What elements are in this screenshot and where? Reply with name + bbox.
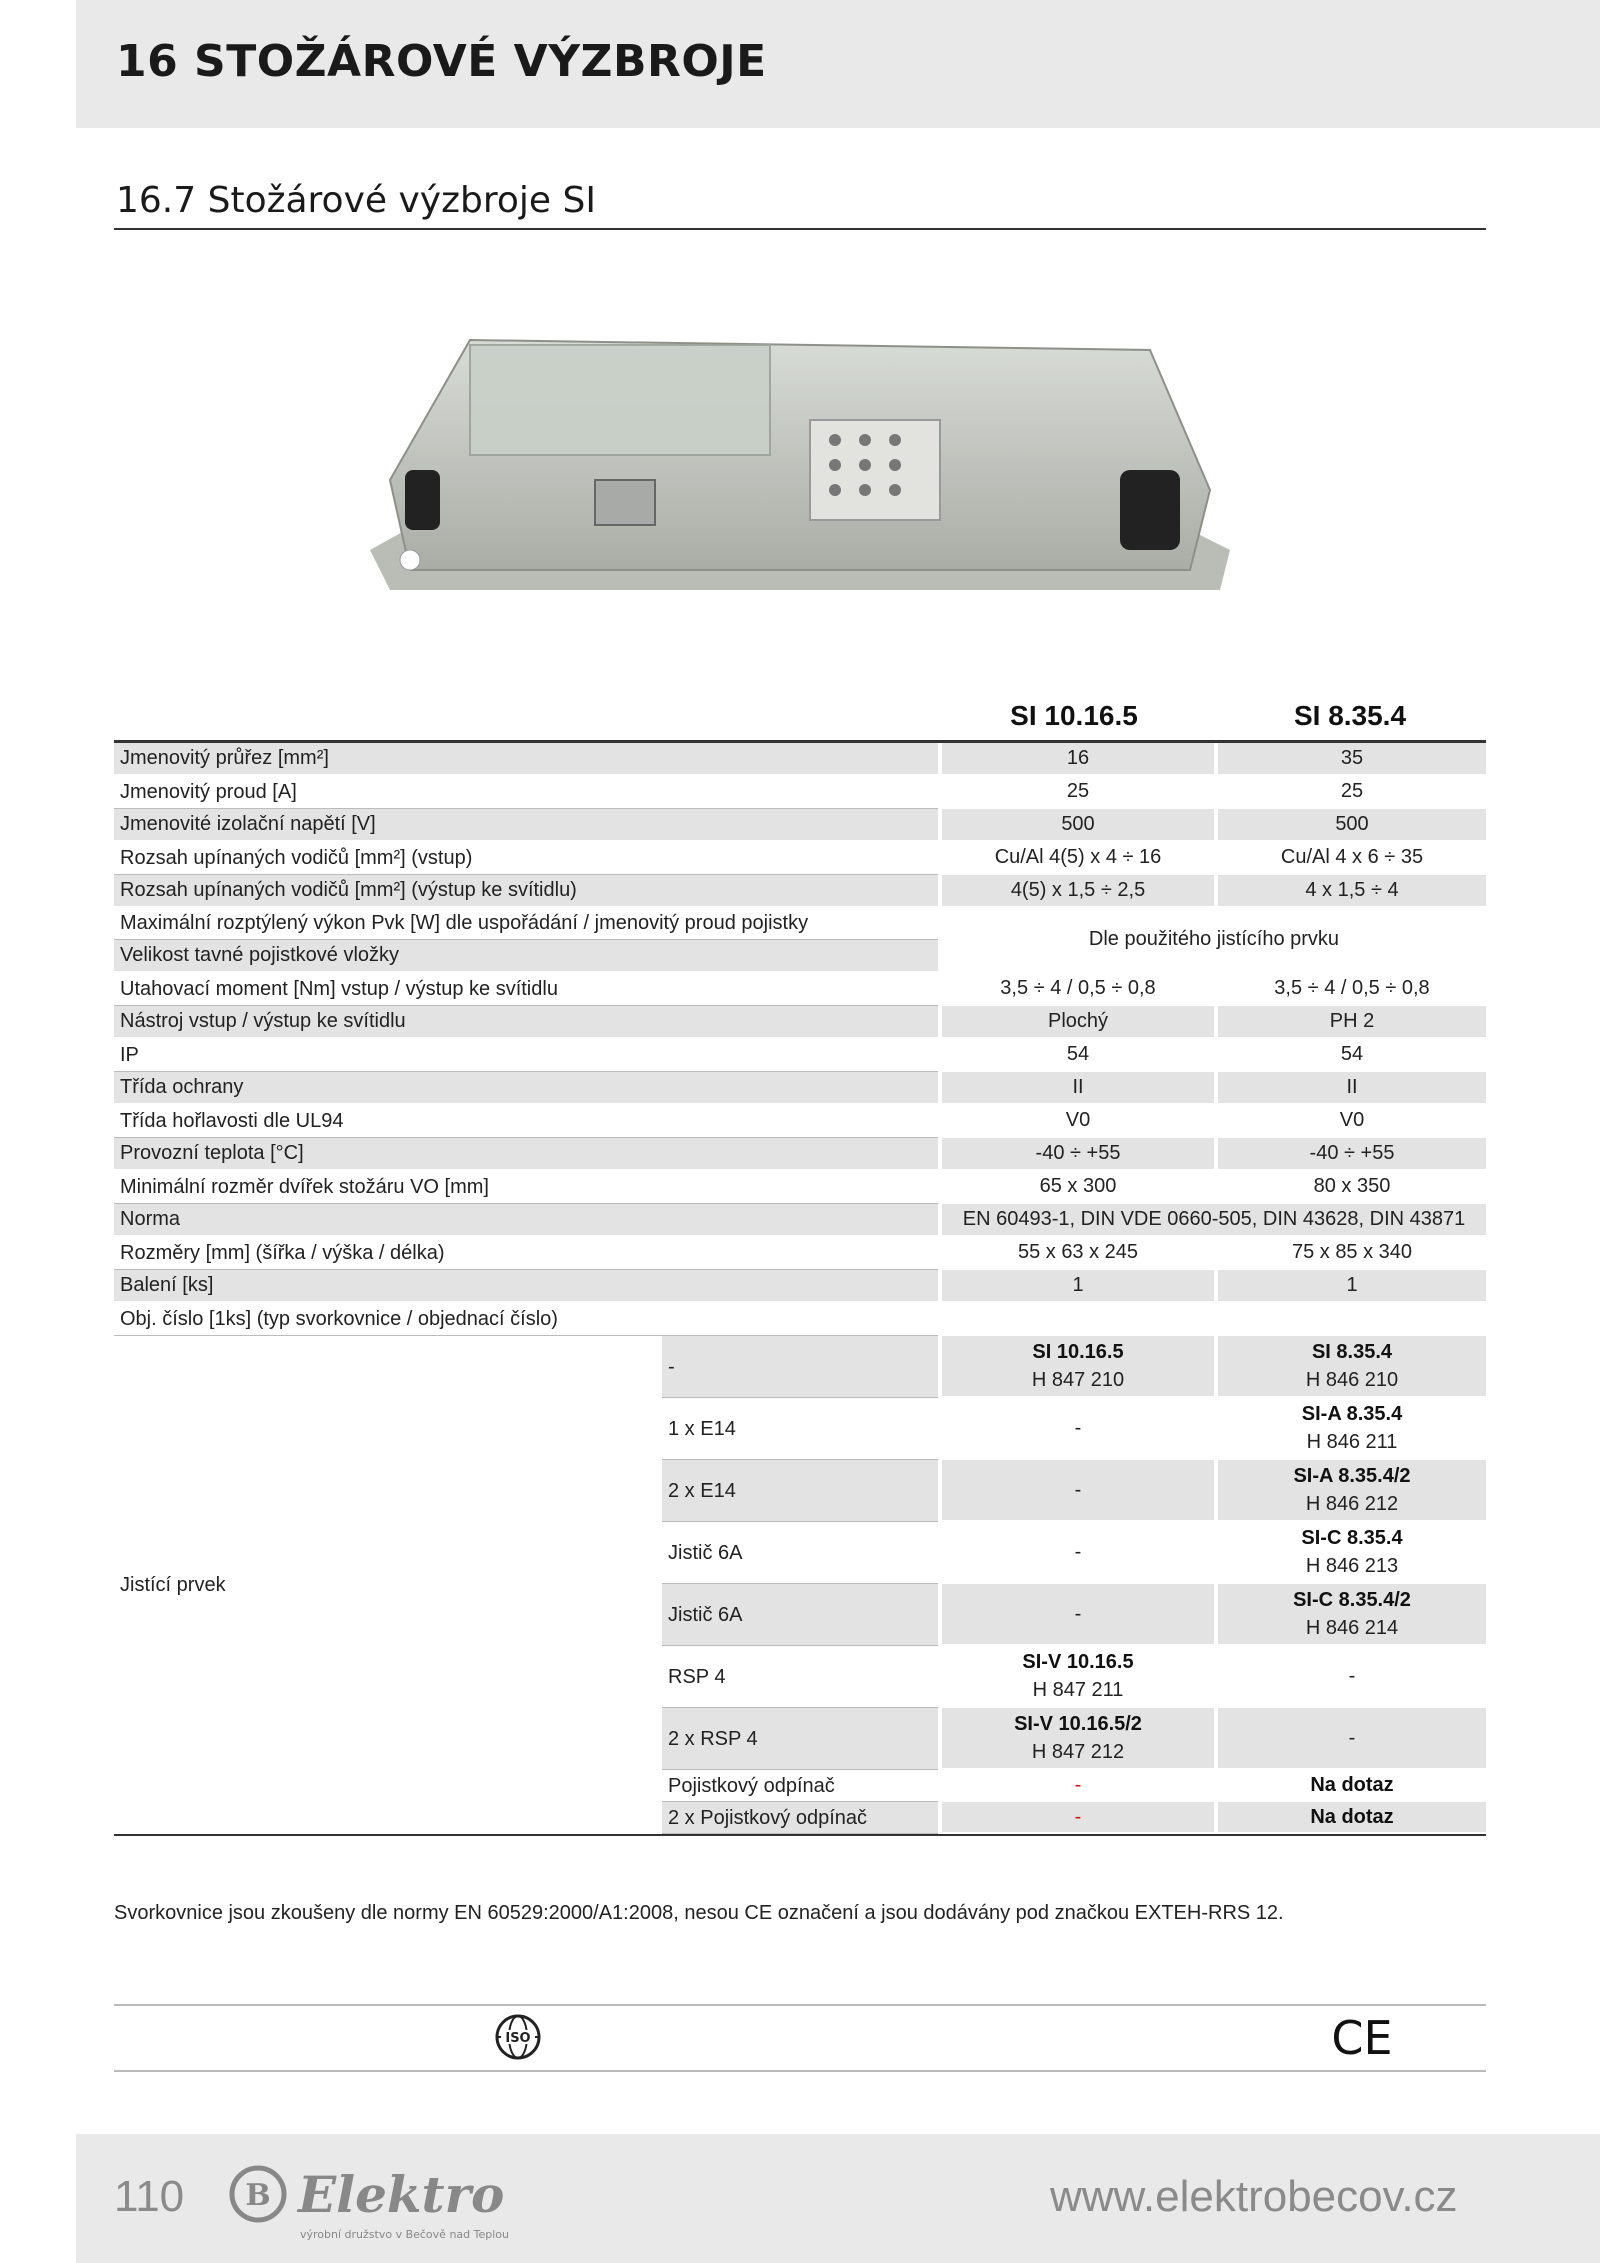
table-row (114, 743, 1486, 776)
spec-label: Rozměry [mm] (šířka / výška / délka) (114, 1237, 938, 1270)
spec-label: IP (114, 1039, 938, 1072)
spec-value: 65 x 300 (938, 1171, 1214, 1204)
order-cell: - (938, 1770, 1214, 1802)
spec-label: Provozní teplota [°C] (114, 1138, 938, 1171)
website-link[interactable]: www.elektrobecov.cz (1050, 2172, 1458, 2221)
order-kind: 2 x Pojistkový odpínač (662, 1802, 938, 1834)
footnote: Svorkovnice jsou zkoušeny dle normy EN 60529:2000/A1:2008, nesou CE označení a jsou dodávány pod značkou EXTEH-RRS 12. (114, 1902, 1284, 1924)
table-row (114, 1171, 1486, 1204)
spec-value: II (938, 1072, 1214, 1105)
section-rule (114, 228, 1486, 230)
order-kind: Jistič 6A (662, 1522, 938, 1584)
order-code: H 847 211 (1032, 1679, 1124, 1701)
order-type: SI-C 8.35.4 (1301, 1527, 1403, 1549)
product-photo (350, 320, 1250, 620)
order-cell (938, 1708, 1214, 1770)
table-row (114, 1270, 1486, 1303)
spec-table (114, 743, 1486, 1336)
order-kind: RSP 4 (662, 1646, 938, 1708)
spec-label: Nástroj vstup / výstup ke svítidlu (114, 1006, 938, 1039)
spec-label: Třída ochrany (114, 1072, 938, 1105)
ce-text: CE (1331, 2012, 1393, 2062)
spec-label: Minimální rozměr dvířek stožáru VO [mm] (114, 1171, 938, 1204)
order-type: SI-V 10.16.5/2 (1014, 1713, 1142, 1735)
order-kind: 2 x E14 (662, 1460, 938, 1522)
spec-label: Obj. číslo [1ks] (typ svorkovnice / objednací číslo) (114, 1303, 938, 1336)
table-row (114, 1204, 1486, 1237)
table-row (114, 973, 1486, 1006)
spec-value: 25 (1214, 776, 1486, 809)
ordering-table (114, 1336, 1486, 1834)
spec-value: 3,5 ÷ 4 / 0,5 ÷ 0,8 (1214, 973, 1486, 1006)
spec-label: Velikost tavné pojistkové vložky (114, 940, 938, 973)
spec-value: Cu/Al 4(5) x 4 ÷ 16 (938, 842, 1214, 875)
order-availability: Na dotaz (1310, 1774, 1394, 1796)
spec-label: Jmenovité izolační napětí [V] (114, 809, 938, 842)
spec-value: II (1214, 1072, 1486, 1105)
spec-label: Třída hořlavosti dle UL94 (114, 1105, 938, 1138)
footer-rule-bottom (114, 2070, 1486, 2072)
table-row (114, 842, 1486, 875)
order-type: SI-A 8.35.4 (1301, 1403, 1403, 1425)
iso-logo-icon (494, 2013, 542, 2061)
table-row (114, 908, 1486, 940)
order-cell (938, 1336, 1214, 1398)
table-row (114, 809, 1486, 842)
spec-label: Balení [ks] (114, 1270, 938, 1303)
order-cell (1214, 1802, 1486, 1834)
spec-value: V0 (1214, 1105, 1486, 1138)
spec-value: -40 ÷ +55 (1214, 1138, 1486, 1171)
order-cell: - (938, 1802, 1214, 1834)
spec-label: Norma (114, 1204, 938, 1237)
model-name-1: SI 10.16.5 (1010, 700, 1138, 731)
spec-value-norma: EN 60493-1, DIN VDE 0660-505, DIN 43628, DIN 43871 (938, 1204, 1486, 1237)
order-cell: - (938, 1398, 1214, 1460)
spec-value: 35 (1214, 743, 1486, 776)
page-number: 110 (114, 2172, 185, 2221)
order-cell: - (938, 1584, 1214, 1646)
table-row (114, 1039, 1486, 1072)
order-code: H 847 212 (1031, 1741, 1125, 1763)
table-row (114, 1105, 1486, 1138)
order-cell (938, 1646, 1214, 1708)
table-row (114, 1138, 1486, 1171)
brand-name: Elektro (298, 2165, 505, 2224)
table-row (114, 1006, 1486, 1039)
order-kind: Pojistkový odpínač (662, 1770, 938, 1802)
order-cell: - (1214, 1646, 1486, 1708)
iso-text: ISO (505, 2031, 531, 2046)
table-row (114, 1072, 1486, 1105)
brand-logo (228, 2158, 548, 2246)
spec-value: V0 (938, 1105, 1214, 1138)
svg-text:B: B (245, 2178, 271, 2213)
spec-value-merged: Dle použitého jistícího prvku (938, 908, 1486, 973)
order-type: SI-C 8.35.4/2 (1293, 1589, 1411, 1611)
chapter-title: 16 STOŽÁROVÉ VÝZBROJE (116, 36, 767, 87)
spec-value: 54 (1214, 1039, 1486, 1072)
spec-label: Jmenovitý průřez [mm²] (114, 743, 938, 776)
order-code: H 846 212 (1305, 1493, 1399, 1515)
group-label: Jistící prvek (114, 1336, 662, 1834)
order-cell (1214, 1584, 1486, 1646)
spec-value: PH 2 (1214, 1006, 1486, 1039)
order-code: H 846 213 (1305, 1555, 1399, 1577)
spec-value: 80 x 350 (1214, 1171, 1486, 1204)
order-cell: - (938, 1460, 1214, 1522)
spec-value: Plochý (938, 1006, 1214, 1039)
spec-value: 75 x 85 x 340 (1214, 1237, 1486, 1270)
table-row (114, 776, 1486, 809)
spec-value: 500 (938, 809, 1214, 842)
spec-value (938, 1303, 1214, 1336)
order-kind: 2 x RSP 4 (662, 1708, 938, 1770)
spec-value: 1 (938, 1270, 1214, 1303)
table-row (114, 875, 1486, 908)
footer-rule-top (114, 2004, 1486, 2006)
spec-label: Maximální rozptýlený výkon Pvk [W] dle uspořádání / jmenovitý proud pojistky (114, 908, 938, 940)
spec-value: 55 x 63 x 245 (938, 1237, 1214, 1270)
spec-value: 4(5) x 1,5 ÷ 2,5 (938, 875, 1214, 908)
order-type: SI-A 8.35.4/2 (1293, 1465, 1411, 1487)
spec-value: 25 (938, 776, 1214, 809)
spec-value: Cu/Al 4 x 6 ÷ 35 (1214, 842, 1486, 875)
order-availability: Na dotaz (1310, 1806, 1394, 1828)
spec-label: Rozsah upínaných vodičů [mm²] (výstup ke svítidlu) (114, 875, 938, 908)
spec-value: -40 ÷ +55 (938, 1138, 1214, 1171)
order-code: H 846 211 (1306, 1431, 1398, 1453)
order-cell (1214, 1460, 1486, 1522)
model-header (114, 700, 1486, 740)
order-kind: - (662, 1336, 938, 1398)
order-cell (1214, 1336, 1486, 1398)
order-code: H 846 210 (1305, 1369, 1399, 1391)
table-row (114, 1303, 1486, 1336)
spec-value: 3,5 ÷ 4 / 0,5 ÷ 0,8 (938, 973, 1214, 1006)
table-bottom-rule (114, 1834, 1486, 1836)
order-type: SI 8.35.4 (1311, 1341, 1393, 1363)
spec-value: 500 (1214, 809, 1486, 842)
spec-value: 54 (938, 1039, 1214, 1072)
section-title: 16.7 Stožárové výzbroje SI (116, 180, 596, 221)
spec-value: 1 (1214, 1270, 1486, 1303)
spec-label: Jmenovitý proud [A] (114, 776, 938, 809)
order-cell (1214, 1398, 1486, 1460)
spec-value: 4 x 1,5 ÷ 4 (1214, 875, 1486, 908)
order-type: SI-V 10.16.5 (1022, 1651, 1134, 1673)
order-cell (1214, 1522, 1486, 1584)
spec-value: 16 (938, 743, 1214, 776)
ce-mark-icon (1328, 2012, 1396, 2062)
order-type: SI 10.16.5 (1032, 1341, 1124, 1363)
spec-label: Utahovací moment [Nm] vstup / výstup ke svítidlu (114, 973, 938, 1006)
table-row (114, 1336, 1486, 1398)
table-row (114, 1237, 1486, 1270)
spec-label: Rozsah upínaných vodičů [mm²] (vstup) (114, 842, 938, 875)
order-code: H 846 214 (1305, 1617, 1399, 1639)
order-code: H 847 210 (1031, 1369, 1125, 1391)
order-kind: 1 x E14 (662, 1398, 938, 1460)
spec-table-block (114, 700, 1486, 1836)
order-cell: - (1214, 1708, 1486, 1770)
spec-value (1214, 1303, 1486, 1336)
brand-subtitle: výrobní družstvo v Bečově nad Teplou (300, 2228, 509, 2241)
order-cell (1214, 1770, 1486, 1802)
order-kind: Jistič 6A (662, 1584, 938, 1646)
model-name-2: SI 8.35.4 (1293, 700, 1407, 731)
order-cell: - (938, 1522, 1214, 1584)
